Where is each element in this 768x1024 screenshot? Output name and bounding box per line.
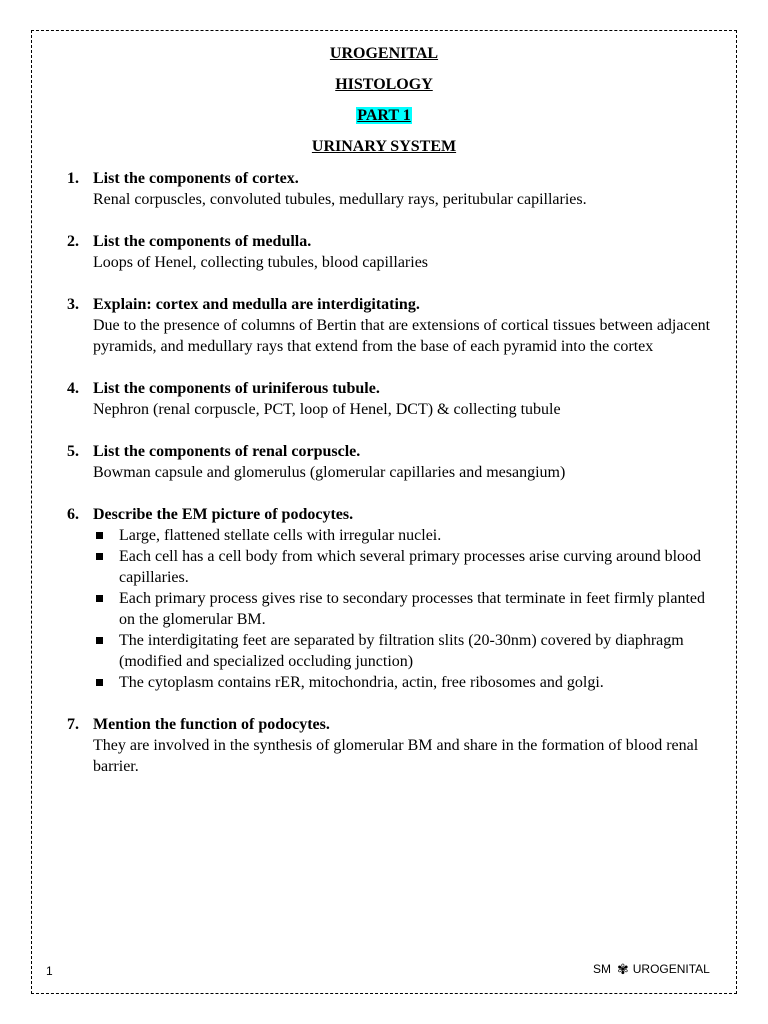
- question-item: [67, 231, 717, 273]
- bullet-text: Each cell has a cell body from which several primary processes arise curving around blood capillaries.: [119, 548, 702, 586]
- square-bullet-icon: [96, 553, 103, 560]
- question-title: Mention the function of podocytes.: [93, 716, 330, 733]
- question-number: 3.: [67, 296, 79, 313]
- question-item: [67, 294, 717, 357]
- question-title: List the components of uriniferous tubule.: [93, 380, 380, 397]
- question-number: 6.: [67, 506, 79, 523]
- bullet-text: The cytoplasm contains rER, mitochondria, actin, free ribosomes and golgi.: [119, 674, 604, 691]
- bullet-item: [93, 546, 717, 588]
- question-number: 7.: [67, 716, 79, 733]
- question-title: Describe the EM picture of podocytes.: [93, 506, 354, 523]
- question-answer: Bowman capsule and glomerulus (glomerular capillaries and mesangium): [93, 464, 566, 481]
- footer-label: [593, 962, 710, 976]
- question-answer: Due to the presence of columns of Bertin that are extensions of cortical tissues between adjacent pyramids, and medullary rays that extend from the base of each pyramid into the cortex: [93, 317, 711, 355]
- question-answer: Renal corpuscles, convoluted tubules, medullary rays, peritubular capillaries.: [93, 191, 587, 208]
- title-urogenital: UROGENITAL: [329, 45, 439, 62]
- question-item: [67, 441, 717, 483]
- question-title: List the components of cortex.: [93, 170, 299, 187]
- question-answer: They are involved in the synthesis of glomerular BM and share in the formation of blood renal barrier.: [93, 737, 699, 775]
- question-item: [67, 168, 717, 210]
- footer-title: UROGENITAL: [632, 962, 710, 976]
- question-title: List the components of renal corpuscle.: [93, 443, 361, 460]
- square-bullet-icon: [96, 637, 103, 644]
- title-histology: HISTOLOGY: [335, 76, 433, 93]
- question-list: [67, 168, 717, 798]
- question-number: 5.: [67, 443, 79, 460]
- question-number: 1.: [67, 170, 79, 187]
- square-bullet-icon: [96, 679, 103, 686]
- page-number: 1: [46, 964, 53, 978]
- square-bullet-icon: [96, 532, 103, 539]
- question-number: 4.: [67, 380, 79, 397]
- bullet-text: The interdigitating feet are separated by filtration slits (20-30nm) covered by diaphragm (modified and specialized occluding junction): [119, 632, 684, 670]
- question-number: 2.: [67, 233, 79, 250]
- question-item: [67, 378, 717, 420]
- question-item: [67, 714, 717, 777]
- bullet-item: [93, 672, 717, 693]
- title-part: PART 1: [357, 107, 411, 124]
- square-bullet-icon: [96, 595, 103, 602]
- bullet-text: Large, flattened stellate cells with irregular nuclei.: [119, 527, 442, 544]
- bullet-text: Each primary process gives rise to secondary processes that terminate in feet firmly planted on the glomerular BM.: [119, 590, 706, 628]
- question-title: List the components of medulla.: [93, 233, 312, 250]
- footer-initials: SM: [593, 962, 611, 976]
- question-item: [67, 504, 717, 693]
- question-title: Explain: cortex and medulla are interdigitating.: [93, 296, 420, 313]
- bullet-item: [93, 630, 717, 672]
- bullet-list: [93, 525, 717, 693]
- bullet-item: [93, 588, 717, 630]
- bullet-item: [93, 525, 717, 546]
- question-answer: Nephron (renal corpuscle, PCT, loop of Henel, DCT) & collecting tubule: [93, 401, 561, 418]
- question-answer: Loops of Henel, collecting tubules, blood capillaries: [93, 254, 429, 271]
- section-title: URINARY SYSTEM: [311, 138, 457, 155]
- flower-icon: ✾: [617, 961, 629, 977]
